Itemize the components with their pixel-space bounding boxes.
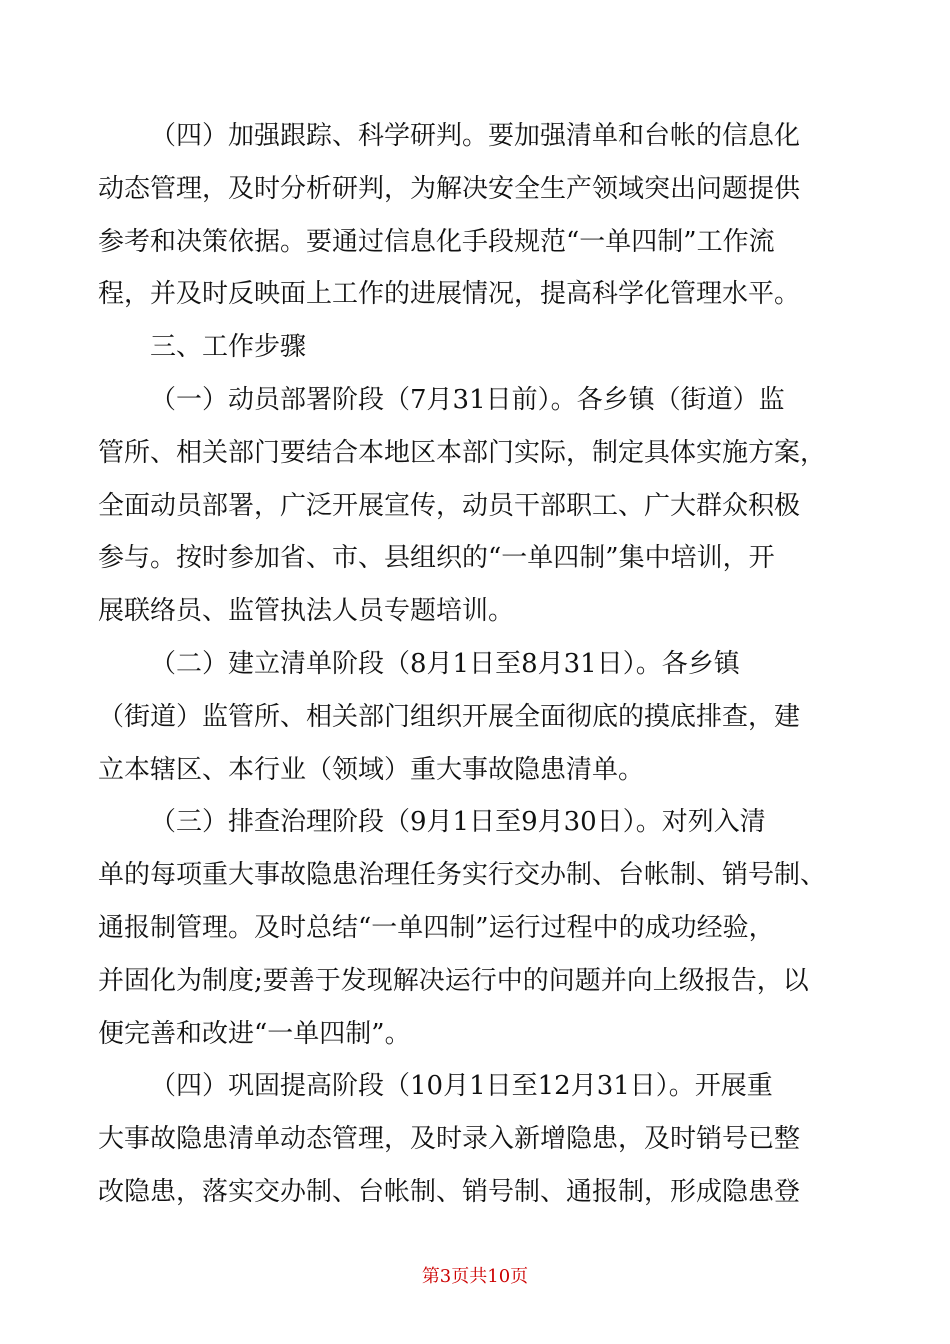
paragraph-line: 参考和决策依据。要通过信息化手段规范“一单四制”工作流 [98,226,775,257]
paragraph-line: （街道）监管所、相关部门组织开展全面彻底的摸底排查，建 [98,701,801,732]
paragraph-line: 参与。按时参加省、市、县组织的“一单四制”集中培训，开 [98,543,775,574]
paragraph-line: 管所、相关部门要结合本地区本部门实际，制定具体实施方案， [98,437,827,468]
paragraph-line: 立本辖区、本行业（领域）重大事故隐患清单。 [98,754,645,785]
paragraph-line: 全面动员部署，广泛开展宣传，动员干部职工、广大群众积极 [98,490,801,521]
paragraph-line: （四）加强跟踪、科学研判。要加强清单和台帐的信息化 [150,121,801,151]
paragraph-line: 并固化为制度;要善于发现解决运行中的问题并向上级报告，以 [98,965,809,996]
section-heading: 三、工作步骤 [150,332,307,363]
document-body [98,110,858,1219]
paragraph-line: 大事故隐患清单动态管理，及时录入新增隐患，及时销号已整 [98,1124,801,1155]
page-number-footer: 第3页共10页 [421,1266,529,1287]
paragraph-line: 动态管理，及时分析研判，为解决安全生产领域突出问题提供 [98,173,801,204]
paragraph-line: 便完善和改进“一单四制”。 [98,1018,411,1049]
paragraph-line: （四）巩固提高阶段（10月1日至12月31日）。开展重 [150,1071,773,1102]
paragraph-line: 展联络员、监管执法人员专题培训。 [98,596,515,627]
paragraph-line: （一）动员部署阶段（7月31日前）。各乡镇（街道）监 [150,384,785,415]
paragraph-line: 通报制管理。及时总结“一单四制”运行过程中的成功经验， [98,912,775,943]
paragraph-line: （二）建立清单阶段（8月1日至8月31日）。各乡镇 [150,648,740,679]
paragraph-line: 程，并及时反映面上工作的进展情况，提高科学化管理水平。 [98,279,801,310]
paragraph-line: （三）排查治理阶段（9月1日至9月30日）。对列入清 [150,807,766,838]
paragraph-line: 单的每项重大事故隐患治理任务实行交办制、台帐制、销号制、 [98,860,827,891]
paragraph-line: 改隐患，落实交办制、台帐制、销号制、通报制，形成隐患登 [98,1176,801,1207]
